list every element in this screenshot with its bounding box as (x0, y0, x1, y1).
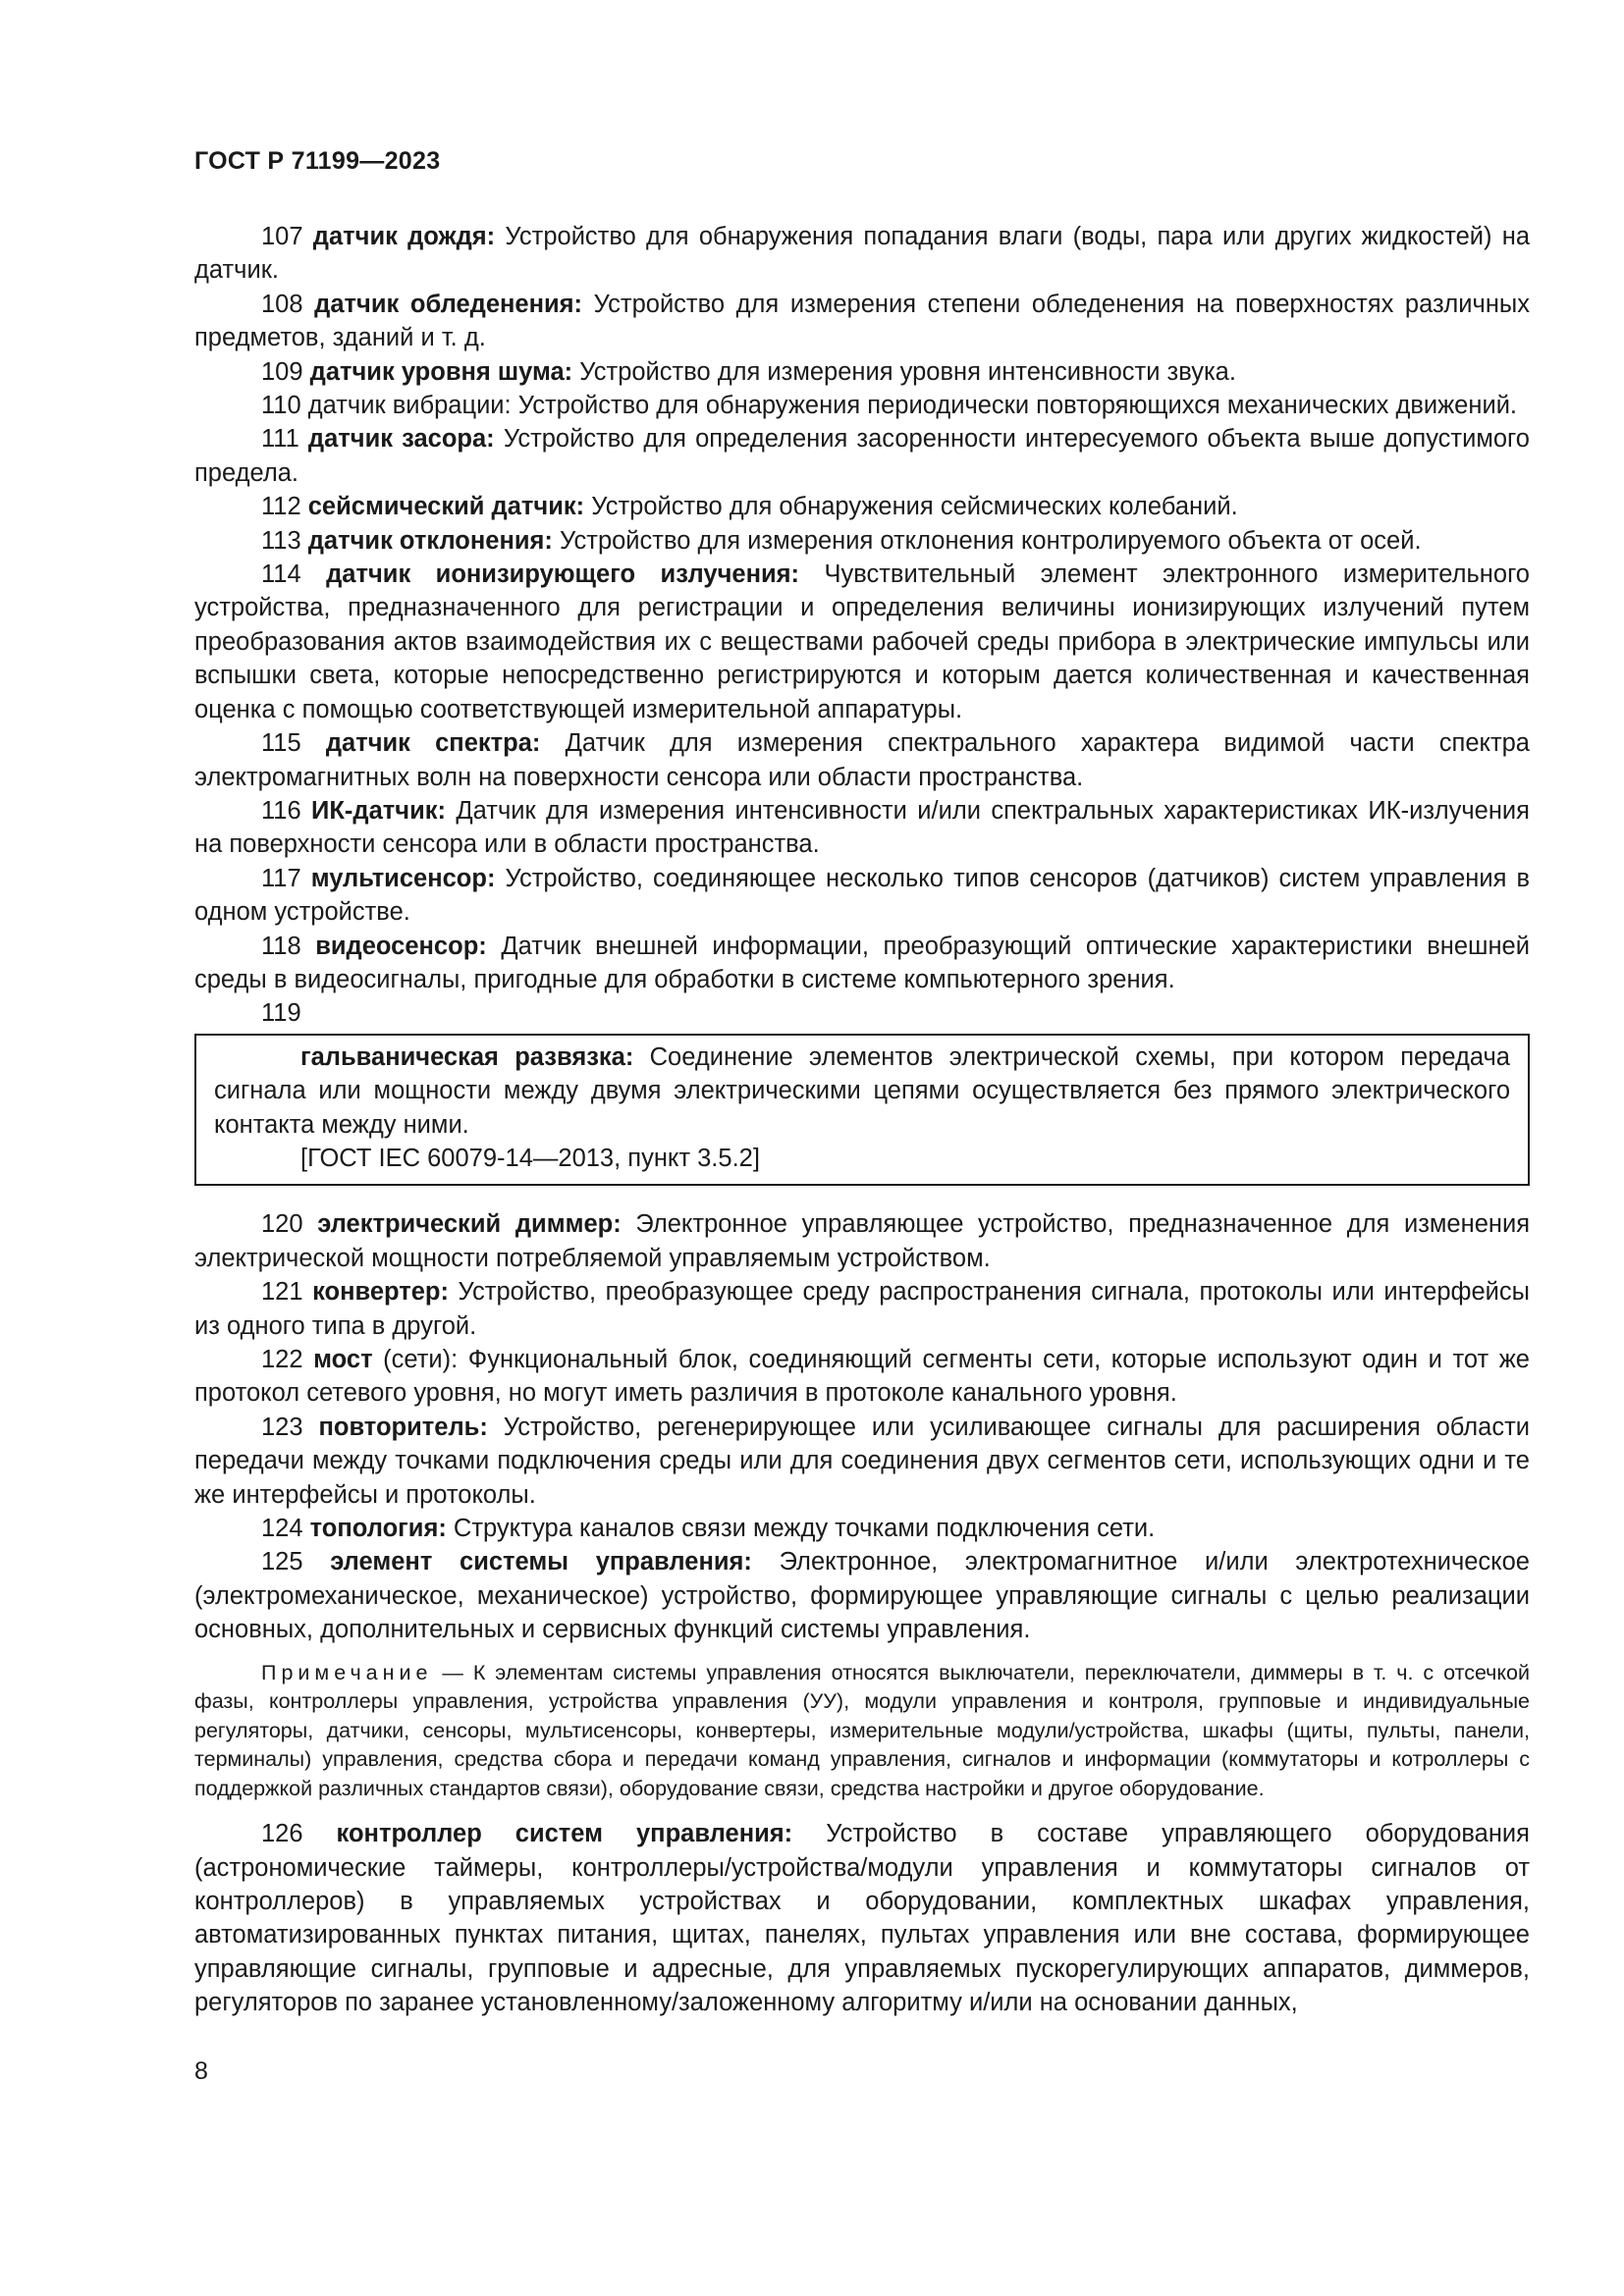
document-body (194, 220, 1530, 2020)
term-name: топология: (309, 1515, 447, 1543)
term-110: 110 датчик вибрации: Устройство для обнаружения периодически повторяющихся механических движений. (261, 392, 1518, 420)
note (194, 1659, 1530, 1804)
term-name: мост (313, 1346, 373, 1373)
term-name: элемент системы управления: (330, 1548, 752, 1576)
term-125: 125 элемент системы управления: Электронное, электромагнитное и/или электротехническое (электромеханическое, механическое) устройство, формирующее управляющие сигналы с целью реализации основных, дополнительных и сервисных функций системы управления. (194, 1548, 1530, 1644)
term-124: 124 топология: Структура каналов связи между точками подключения сети. (261, 1515, 1156, 1543)
spacer (194, 1186, 1530, 1207)
term-116: 116 ИК-датчик: Датчик для измерения интенсивности и/или спектральных характеристиках ИК-излучения на поверхности сенсора или в области пространства. (194, 796, 1530, 859)
term-name: ИК-датчик: (311, 796, 447, 825)
term-definition: Электронное управляющее устройство, предназначенное для изменения электрической мощности потребляемой управляемым устройством. (194, 1210, 1531, 1272)
term-definition: Устройство, соединяющее несколько типов сенсоров (датчиков) систем управления в одном устройстве. (194, 864, 1530, 927)
term-name: мультисенсор: (310, 864, 496, 892)
term-definition: Соединение элементов электрической схемы, при котором передача сигнала или мощности между двумя электрическими цепями осуществляется без прямого электрического контакта между ними. (214, 1042, 1510, 1139)
term-definition: Устройство для измерения уровня интенсивности звука. (579, 357, 1236, 386)
term-definition: Чувствительный элемент электронного измерительного устройства, предназначенного для регистрации и определения величины ионизирующих излучений путем преобразования актов взаимодействия их с веществами рабочей среды прибора в электрические импульсы или вспышки света, которые непосредственно регистрируются и которым дается количественная и качественная оценка с помощью соответствующей измерительной аппаратуры. (194, 561, 1530, 723)
term-definition: Структура каналов связи между точками подключения сети. (453, 1515, 1156, 1543)
term-111: 111 датчик засора: Устройство для определения засоренности интересуемого объекта выше допустимого предела. (194, 425, 1530, 487)
term-122: 122 мост (сети): Функциональный блок, соединяющий сегменты сети, которые используют один и тот же протокол сетевого уровня, но могут иметь различия в протоколе канального уровня. (194, 1346, 1530, 1408)
note-text: — К элементам системы управления относятся выключатели, переключатели, диммеры в т. ч. с отсечкой фазы, контроллеры управления, устройства управления (УУ), модули управления и контроля, групповые и индивидуальные регуляторы, датчики, сенсоры, мультисенсоры, конвертеры, измерительные модули/устройства, шкафы (щиты, пульты, панели, терминалы) управления, средства сбора и передачи команд управления, сигналов и информации (коммутаторы и котроллеры с поддержкой различных стандартов связи), оборудование связи, средства настройки и другое оборудование. (194, 1660, 1530, 1800)
term-117: 117 мультисенсор: Устройство, соединяющее несколько типов сенсоров (датчиков) систем управления в одном устройстве. (194, 864, 1530, 927)
term-120: 120 электрический диммер: Электронное управляющее устройство, предназначенное для изменения электрической мощности потребляемой управляемым устройством. (194, 1210, 1531, 1272)
term-name: датчик обледенения: (314, 290, 583, 318)
term-119-number: 119 (261, 999, 301, 1028)
document-header: ГОСТ Р 71199—2023 (194, 147, 441, 175)
term-name: датчик уровня шума: (309, 357, 573, 386)
term-name: датчик отклонения: (307, 526, 553, 555)
term-definition: Устройство для обнаружения сейсмических колебаний. (591, 493, 1238, 521)
term-definition: Устройство для измерения степени обледенения на поверхностях различных предметов, зданий и т. д. (194, 290, 1530, 352)
term-109: 109 датчик уровня шума: Устройство для измерения уровня интенсивности звука. (261, 357, 1236, 386)
page-number: 8 (194, 2057, 208, 2085)
term-121: 121 конвертер: Устройство, преобразующее среду распространения сигнала, протоколы или интерфейсы из одного типа в другой. (194, 1278, 1530, 1340)
term-107: 107 датчик дождя: Устройство для обнаружения попадания влаги (воды, пара или других жидкостей) на датчик. (194, 223, 1531, 285)
term-name: датчик засора: (307, 425, 495, 454)
term-name: видеосенсор: (315, 932, 487, 960)
term-definition: Устройство для измерения отклонения контролируемого объекта от осей. (560, 526, 1422, 555)
term-name: повторитель: (318, 1413, 488, 1441)
term-123: 123 повторитель: Устройство, регенерирующее или усиливающее сигналы для расширения области передачи между точками подключения среды или для соединения двух сегментов сети, использующих одни и те же интерфейсы и протоколы. (194, 1413, 1530, 1509)
note-label: Примечание (261, 1660, 433, 1684)
term-113: 113 датчик отклонения: Устройство для измерения отклонения контролируемого объекта от осей. (261, 526, 1422, 555)
term-definition: Устройство для обнаружения попадания влаги (воды, пара или других жидкостей) на датчик. (194, 223, 1531, 285)
term-name: контроллер систем управления: (336, 1820, 793, 1848)
term-definition: Устройство, преобразующее среду распространения сигнала, протоколы или интерфейсы из одного типа в другой. (194, 1278, 1530, 1340)
term-118: 118 видеосенсор: Датчик внешней информации, преобразующий оптические характеристики внешней среды в видеосигналы, пригодные для обработки в системе компьютерного зрения. (194, 932, 1530, 993)
term-definition: Электронное, электромагнитное и/или электротехническое (электромеханическое, механическое) устройство, формирующее управляющие сигналы с целью реализации основных, дополнительных и сервисных функций системы управления. (194, 1548, 1530, 1644)
term-name: датчик спектра: (325, 729, 541, 758)
term-119-reference: [ГОСТ IEC 60079-14—2013, пункт 3.5.2] (300, 1144, 760, 1172)
term-112: 112 сейсмический датчик: Устройство для обнаружения сейсмических колебаний. (261, 493, 1238, 521)
term-definition: Устройство для определения засоренности интересуемого объекта выше допустимого предела. (194, 425, 1530, 487)
term-definition: Датчик внешней информации, преобразующий оптические характеристики внешней среды в видеосигналы, пригодные для обработки в системе компьютерного зрения. (194, 932, 1530, 993)
term-definition: Устройство в составе управляющего оборудования (астрономические таймеры, контроллеры/устройства/модули управления и коммутаторы сигналов от контроллеров) в управляемых устройствах и оборудовании, комплектных шкафах управления, автоматизированных пунктах питания, щитах, панелях, пультах управления или вне состава, формирующее управляющие сигналы, групповые и адресные, для управляемых пускорегулирующих аппаратов, диммеров, регуляторов по заранее установленному/заложенному алгоритму и/или на основании данных, (194, 1820, 1530, 2017)
term-name: датчик ионизирующего излучения: (326, 561, 800, 589)
term-definition: Устройство, регенерирующее или усиливающее сигналы для расширения области передачи между точками подключения среды или для соединения двух сегментов сети, использующих одни и те же интерфейсы и протоколы. (194, 1413, 1530, 1509)
term-name: конвертер: (312, 1278, 449, 1307)
term-115: 115 датчик спектра: Датчик для измерения спектрального характера видимой части спектра электромагнитных волн на поверхности сенсора или области пространства. (194, 729, 1530, 791)
term-114: 114 датчик ионизирующего излучения: Чувствительный элемент электронного измерительного устройства, предназначенного для регистрации и определения величины ионизирующих излучений путем преобразования актов взаимодействия их с веществами рабочей среды прибора в электрические импульсы или вспышки света, которые непосредственно регистрируются и которым дается количественная и качественная оценка с помощью соответствующей измерительной аппаратуры. (194, 561, 1530, 723)
term-name: датчик дождя: (312, 223, 496, 250)
term-definition: Датчик для измерения интенсивности и/или спектральных характеристиках ИК-излучения на поверхности сенсора или в области пространства. (194, 796, 1530, 859)
term-name: сейсмический датчик: (307, 493, 585, 521)
term-119 (214, 1041, 1510, 1142)
term-name: гальваническая развязка: (300, 1042, 634, 1071)
term-definition: (сети): Функциональный блок, соединяющий сегменты сети, которые используют один и тот же протокол сетевого уровня, но могут иметь различия в протоколе канального уровня. (194, 1346, 1530, 1408)
term-119-box (194, 1034, 1530, 1187)
term-126: 126 контроллер систем управления: Устройство в составе управляющего оборудования (астрономические таймеры, контроллеры/устройства/модули управления и коммутаторы сигналов от контроллеров) в управляемых устройствах и оборудовании, комплектных шкафах управления, автоматизированных пунктах питания, щитах, панелях, пультах управления или вне состава, формирующее управляющие сигналы, групповые и адресные, для управляемых пускорегулирующих аппаратов, диммеров, регуляторов по заранее установленному/заложенному алгоритму и/или на основании данных, (194, 1820, 1530, 2017)
term-name: электрический диммер: (317, 1210, 622, 1239)
term-definition: датчик вибрации: Устройство для обнаружения периодически повторяющихся механических движений. (307, 392, 1518, 420)
term-108: 108 датчик обледенения: Устройство для измерения степени обледенения на поверхностях различных предметов, зданий и т. д. (194, 290, 1530, 352)
term-definition: Датчик для измерения спектрального характера видимой части спектра электромагнитных волн на поверхности сенсора или области пространства. (194, 729, 1530, 791)
